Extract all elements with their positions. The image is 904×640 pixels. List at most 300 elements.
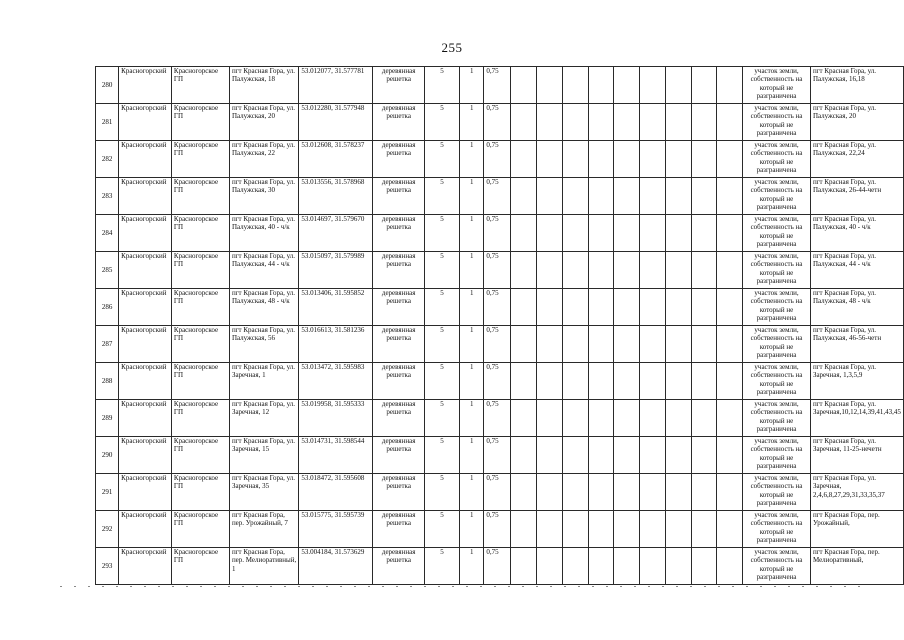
settlement-cell: Красногорское ГП [171, 215, 229, 252]
empty-cell [640, 363, 666, 400]
district-cell: Красногорский [119, 548, 172, 585]
container-qty-cell: 1 [460, 511, 484, 548]
empty-cell [640, 215, 666, 252]
container-count-cell: 5 [424, 252, 459, 289]
empty-cell [511, 437, 537, 474]
surface-type-cell: деревянная решетка [373, 252, 425, 289]
empty-cell [562, 67, 588, 104]
settlement-cell: Красногорское ГП [171, 400, 229, 437]
settlement-cell: Красногорское ГП [171, 474, 229, 511]
empty-cell [691, 363, 717, 400]
volume-cell: 0,75 [484, 67, 511, 104]
address-cell: пгт Красная Гора, ул. Палужская, 18 [229, 67, 298, 104]
container-count-cell: 5 [424, 511, 459, 548]
empty-cell [691, 141, 717, 178]
container-count-cell: 5 [424, 548, 459, 585]
scan-dot [88, 586, 90, 587]
settlement-cell: Красногорское ГП [171, 511, 229, 548]
scan-dot [102, 586, 104, 587]
empty-cell [717, 400, 743, 437]
scan-dot [830, 586, 832, 587]
empty-cell [537, 548, 563, 585]
district-cell: Красногорский [119, 289, 172, 326]
empty-cell [614, 289, 640, 326]
table-row [96, 548, 904, 585]
empty-cell [614, 252, 640, 289]
empty-cell [588, 289, 614, 326]
empty-cell [511, 326, 537, 363]
empty-cell [588, 511, 614, 548]
empty-cell [717, 215, 743, 252]
scan-dot [718, 586, 720, 587]
settlement-cell: Красногорское ГП [171, 289, 229, 326]
owner-cell: участок земли, собственность на который не разграничена [743, 289, 811, 326]
surface-type-cell: деревянная решетка [373, 326, 425, 363]
table-row [96, 289, 904, 326]
surface-type-cell: деревянная решетка [373, 104, 425, 141]
row-number: 288 [96, 363, 119, 400]
volume-cell: 0,75 [484, 474, 511, 511]
address-cell: пгт Красная Гора, ул. Палужская, 48 - ч/к [229, 289, 298, 326]
scan-dot [452, 586, 454, 587]
empty-cell [614, 474, 640, 511]
scan-dot [270, 586, 272, 587]
scan-dot [60, 586, 62, 587]
table-row [96, 141, 904, 178]
empty-cell [511, 252, 537, 289]
empty-cell [717, 252, 743, 289]
empty-cell [562, 474, 588, 511]
empty-cell [562, 511, 588, 548]
row-number: 280 [96, 67, 119, 104]
district-cell: Красногорский [119, 215, 172, 252]
scan-dot [760, 586, 762, 587]
empty-cell [588, 437, 614, 474]
empty-cell [588, 252, 614, 289]
empty-cell [562, 215, 588, 252]
container-count-cell: 5 [424, 437, 459, 474]
empty-cell [717, 548, 743, 585]
empty-cell [614, 326, 640, 363]
table-row [96, 215, 904, 252]
empty-cell [588, 548, 614, 585]
empty-cell [691, 104, 717, 141]
scan-dot [648, 586, 650, 587]
empty-cell [537, 437, 563, 474]
empty-cell [562, 104, 588, 141]
empty-cell [588, 178, 614, 215]
district-cell: Красногорский [119, 437, 172, 474]
district-cell: Красногорский [119, 104, 172, 141]
empty-cell [665, 104, 691, 141]
empty-cell [562, 363, 588, 400]
empty-cell [691, 178, 717, 215]
coordinates-cell: 53.014731, 31.598544 [299, 437, 373, 474]
volume-cell: 0,75 [484, 363, 511, 400]
surface-type-cell: деревянная решетка [373, 511, 425, 548]
owner-cell: участок земли, собственность на который не разграничена [743, 326, 811, 363]
served-objects-cell: пгт Красная Гора, ул. Палужская, 40 - ч/к [810, 215, 903, 252]
address-cell: пгт Красная Гора, ул. Палужская, 40 - ч/к [229, 215, 298, 252]
surface-type-cell: деревянная решетка [373, 67, 425, 104]
empty-cell [537, 178, 563, 215]
scan-dot [844, 586, 846, 587]
settlement-cell: Красногорское ГП [171, 67, 229, 104]
empty-cell [640, 67, 666, 104]
empty-cell [614, 363, 640, 400]
scan-dot [354, 586, 356, 587]
empty-cell [640, 437, 666, 474]
empty-cell [665, 67, 691, 104]
served-objects-cell: пгт Красная Гора, пер. Мелиоративный, [810, 548, 903, 585]
settlement-cell: Красногорское ГП [171, 178, 229, 215]
empty-cell [537, 474, 563, 511]
empty-cell [640, 474, 666, 511]
empty-cell [665, 474, 691, 511]
scan-dot [368, 586, 370, 587]
table-row [96, 326, 904, 363]
scan-dot [578, 586, 580, 587]
settlement-cell: Красногорское ГП [171, 437, 229, 474]
scan-dot [284, 586, 286, 587]
container-qty-cell: 1 [460, 400, 484, 437]
empty-cell [588, 67, 614, 104]
scan-dot [256, 586, 258, 587]
coordinates-cell: 53.012280, 31.577948 [299, 104, 373, 141]
scan-dot [634, 586, 636, 587]
address-cell: пгт Красная Гора, ул. Заречная, 12 [229, 400, 298, 437]
surface-type-cell: деревянная решетка [373, 437, 425, 474]
empty-cell [717, 474, 743, 511]
settlement-cell: Красногорское ГП [171, 548, 229, 585]
scan-dot [228, 586, 230, 587]
empty-cell [511, 548, 537, 585]
empty-cell [537, 104, 563, 141]
empty-cell [640, 511, 666, 548]
served-objects-cell: пгт Красная Гора, ул. Заречная, 1,3,5,9 [810, 363, 903, 400]
owner-cell: участок земли, собственность на который не разграничена [743, 252, 811, 289]
empty-cell [614, 400, 640, 437]
coordinates-cell: 53.012077, 31.577781 [299, 67, 373, 104]
surface-type-cell: деревянная решетка [373, 141, 425, 178]
empty-cell [511, 67, 537, 104]
scan-dot [676, 586, 678, 587]
volume-cell: 0,75 [484, 141, 511, 178]
scan-dot [746, 586, 748, 587]
container-qty-cell: 1 [460, 252, 484, 289]
district-cell: Красногорский [119, 67, 172, 104]
registry-table [95, 66, 904, 585]
coordinates-cell: 53.019958, 31.595333 [299, 400, 373, 437]
district-cell: Красногорский [119, 326, 172, 363]
served-objects-cell: пгт Красная Гора, ул. Палужская, 44 - ч/к [810, 252, 903, 289]
empty-cell [691, 400, 717, 437]
volume-cell: 0,75 [484, 215, 511, 252]
container-qty-cell: 1 [460, 548, 484, 585]
volume-cell: 0,75 [484, 437, 511, 474]
table-row [96, 511, 904, 548]
scan-dot [116, 586, 118, 587]
empty-cell [717, 511, 743, 548]
empty-cell [640, 178, 666, 215]
volume-cell: 0,75 [484, 511, 511, 548]
volume-cell: 0,75 [484, 326, 511, 363]
container-count-cell: 5 [424, 363, 459, 400]
empty-cell [588, 215, 614, 252]
empty-cell [562, 289, 588, 326]
settlement-cell: Красногорское ГП [171, 252, 229, 289]
served-objects-cell: пгт Красная Гора, ул. Палужская, 20 [810, 104, 903, 141]
empty-cell [665, 548, 691, 585]
empty-cell [640, 326, 666, 363]
scan-dot [522, 586, 524, 587]
scan-dot [200, 586, 202, 587]
surface-type-cell: деревянная решетка [373, 215, 425, 252]
owner-cell: участок земли, собственность на который не разграничена [743, 437, 811, 474]
scan-dot [480, 586, 482, 587]
empty-cell [691, 437, 717, 474]
empty-cell [665, 141, 691, 178]
empty-cell [588, 326, 614, 363]
container-qty-cell: 1 [460, 141, 484, 178]
container-qty-cell: 1 [460, 474, 484, 511]
empty-cell [511, 511, 537, 548]
empty-cell [640, 104, 666, 141]
coordinates-cell: 53.015775, 31.595739 [299, 511, 373, 548]
volume-cell: 0,75 [484, 548, 511, 585]
container-count-cell: 5 [424, 67, 459, 104]
empty-cell [691, 215, 717, 252]
empty-cell [640, 252, 666, 289]
empty-cell [640, 548, 666, 585]
scan-dot [130, 586, 132, 587]
empty-cell [614, 437, 640, 474]
container-qty-cell: 1 [460, 289, 484, 326]
served-objects-cell: пгт Красная Гора, ул. Палужская, 46-56-четн [810, 326, 903, 363]
empty-cell [691, 511, 717, 548]
district-cell: Красногорский [119, 363, 172, 400]
empty-cell [717, 178, 743, 215]
served-objects-cell: пгт Красная Гора, ул. Палужская, 16,18 [810, 67, 903, 104]
row-number: 284 [96, 215, 119, 252]
empty-cell [614, 104, 640, 141]
surface-type-cell: деревянная решетка [373, 289, 425, 326]
scan-dot [158, 586, 160, 587]
row-number: 285 [96, 252, 119, 289]
container-qty-cell: 1 [460, 326, 484, 363]
settlement-cell: Красногорское ГП [171, 363, 229, 400]
empty-cell [588, 141, 614, 178]
empty-cell [665, 511, 691, 548]
table-row [96, 104, 904, 141]
empty-cell [562, 400, 588, 437]
empty-cell [717, 104, 743, 141]
coordinates-cell: 53.018472, 31.595608 [299, 474, 373, 511]
container-qty-cell: 1 [460, 437, 484, 474]
scan-dot [74, 586, 76, 587]
address-cell: пгт Красная Гора, ул. Заречная, 15 [229, 437, 298, 474]
served-objects-cell: пгт Красная Гора, ул. Заречная, 11-25-нечетн [810, 437, 903, 474]
scan-dot [592, 586, 594, 587]
scan-dot [396, 586, 398, 587]
owner-cell: участок земли, собственность на который не разграничена [743, 548, 811, 585]
scan-dot [788, 586, 790, 587]
empty-cell [562, 548, 588, 585]
empty-cell [511, 215, 537, 252]
container-count-cell: 5 [424, 141, 459, 178]
row-number: 281 [96, 104, 119, 141]
empty-cell [717, 363, 743, 400]
address-cell: пгт Красная Гора, ул. Палужская, 20 [229, 104, 298, 141]
empty-cell [511, 104, 537, 141]
scan-dot [550, 586, 552, 587]
table-row [96, 252, 904, 289]
empty-cell [537, 289, 563, 326]
address-cell: пгт Красная Гора, ул. Палужская, 56 [229, 326, 298, 363]
empty-cell [717, 67, 743, 104]
row-number: 282 [96, 141, 119, 178]
address-cell: пгт Красная Гора, ул. Заречная, 1 [229, 363, 298, 400]
district-cell: Красногорский [119, 141, 172, 178]
empty-cell [665, 215, 691, 252]
container-count-cell: 5 [424, 178, 459, 215]
coordinates-cell: 53.004184, 31.573629 [299, 548, 373, 585]
empty-cell [614, 511, 640, 548]
table-row [96, 178, 904, 215]
empty-cell [665, 363, 691, 400]
container-count-cell: 5 [424, 104, 459, 141]
empty-cell [665, 400, 691, 437]
served-objects-cell: пгт Красная Гора, ул. Заречная,10,12,14,39,41,43,45 [810, 400, 903, 437]
owner-cell: участок земли, собственность на который не разграничена [743, 474, 811, 511]
scan-dot [620, 586, 622, 587]
empty-cell [717, 437, 743, 474]
volume-cell: 0,75 [484, 400, 511, 437]
empty-cell [562, 141, 588, 178]
scan-noise-line [60, 586, 860, 592]
empty-cell [691, 289, 717, 326]
empty-cell [614, 67, 640, 104]
empty-cell [537, 400, 563, 437]
scan-dot [340, 586, 342, 587]
district-cell: Красногорский [119, 178, 172, 215]
empty-cell [640, 400, 666, 437]
surface-type-cell: деревянная решетка [373, 400, 425, 437]
row-number: 286 [96, 289, 119, 326]
scan-dot [606, 586, 608, 587]
owner-cell: участок земли, собственность на который не разграничена [743, 363, 811, 400]
scan-dot [508, 586, 510, 587]
district-cell: Красногорский [119, 511, 172, 548]
owner-cell: участок земли, собственность на который не разграничена [743, 141, 811, 178]
empty-cell [537, 326, 563, 363]
address-cell: пгт Красная Гора, пер. Урожайный, 7 [229, 511, 298, 548]
owner-cell: участок земли, собственность на который не разграничена [743, 215, 811, 252]
address-cell: пгт Красная Гора, ул. Палужская, 22 [229, 141, 298, 178]
served-objects-cell: пгт Красная Гора, ул. Палужская, 22,24 [810, 141, 903, 178]
scan-dot [564, 586, 566, 587]
empty-cell [562, 178, 588, 215]
empty-cell [537, 363, 563, 400]
served-objects-cell: пгт Красная Гора, ул. Палужская, 26-44-четн [810, 178, 903, 215]
container-count-cell: 5 [424, 289, 459, 326]
scan-dot [214, 586, 216, 587]
address-cell: пгт Красная Гора, пер. Мелиоративный, 1 [229, 548, 298, 585]
table-row [96, 474, 904, 511]
coordinates-cell: 53.013406, 31.595852 [299, 289, 373, 326]
owner-cell: участок земли, собственность на который не разграничена [743, 400, 811, 437]
settlement-cell: Красногорское ГП [171, 104, 229, 141]
district-cell: Красногорский [119, 474, 172, 511]
table-row [96, 363, 904, 400]
empty-cell [562, 252, 588, 289]
empty-cell [665, 326, 691, 363]
container-qty-cell: 1 [460, 215, 484, 252]
empty-cell [691, 548, 717, 585]
scan-dot [438, 586, 440, 587]
coordinates-cell: 53.012608, 31.578237 [299, 141, 373, 178]
row-number: 290 [96, 437, 119, 474]
scan-dot [382, 586, 384, 587]
surface-type-cell: деревянная решетка [373, 474, 425, 511]
empty-cell [665, 252, 691, 289]
scan-dot [690, 586, 692, 587]
address-cell: пгт Красная Гора, ул. Заречная, 35 [229, 474, 298, 511]
scan-dot [312, 586, 314, 587]
empty-cell [665, 178, 691, 215]
scan-dot [298, 586, 300, 587]
coordinates-cell: 53.016613, 31.581236 [299, 326, 373, 363]
district-cell: Красногорский [119, 252, 172, 289]
row-number: 293 [96, 548, 119, 585]
empty-cell [717, 326, 743, 363]
empty-cell [717, 289, 743, 326]
empty-cell [614, 141, 640, 178]
owner-cell: участок земли, собственность на который не разграничена [743, 511, 811, 548]
volume-cell: 0,75 [484, 252, 511, 289]
empty-cell [665, 289, 691, 326]
empty-cell [511, 400, 537, 437]
empty-cell [614, 178, 640, 215]
scan-dot [410, 586, 412, 587]
empty-cell [717, 141, 743, 178]
container-count-cell: 5 [424, 474, 459, 511]
empty-cell [537, 141, 563, 178]
coordinates-cell: 53.013472, 31.595983 [299, 363, 373, 400]
page-number: 255 [441, 40, 463, 55]
district-cell: Красногорский [119, 400, 172, 437]
empty-cell [537, 215, 563, 252]
empty-cell [665, 437, 691, 474]
scan-dot [774, 586, 776, 587]
surface-type-cell: деревянная решетка [373, 548, 425, 585]
scan-dot [858, 586, 860, 587]
served-objects-cell: пгт Красная Гора, пер. Урожайный, [810, 511, 903, 548]
empty-cell [614, 215, 640, 252]
empty-cell [511, 474, 537, 511]
row-number: 289 [96, 400, 119, 437]
empty-cell [511, 363, 537, 400]
scan-dot [802, 586, 804, 587]
empty-cell [511, 178, 537, 215]
coordinates-cell: 53.014697, 31.579670 [299, 215, 373, 252]
scan-dot [466, 586, 468, 587]
empty-cell [691, 474, 717, 511]
scan-dot [326, 586, 328, 587]
empty-cell [640, 141, 666, 178]
scan-dot [816, 586, 818, 587]
empty-cell [537, 67, 563, 104]
